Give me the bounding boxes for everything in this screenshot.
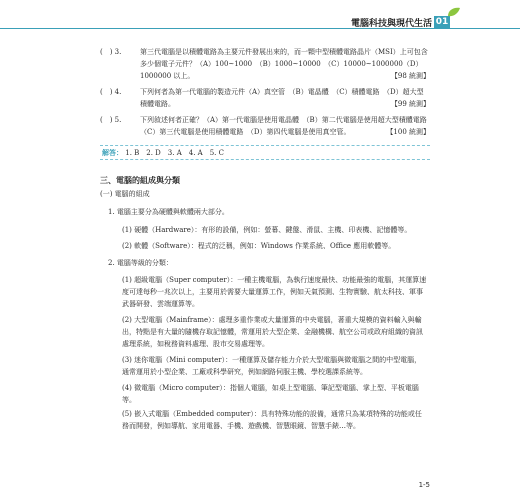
list-item bbox=[122, 314, 428, 350]
chapter-title: 電腦科技與現代生活 bbox=[350, 19, 432, 29]
page-number: 1-5 bbox=[418, 481, 430, 489]
item-number: (1) bbox=[122, 276, 132, 284]
item-number: (4) bbox=[122, 384, 132, 392]
item-text: 微電腦（Micro computer）：指個人電腦，如桌上型電腦、筆記型電腦、掌上型、平板電腦等。 bbox=[122, 384, 419, 404]
question-4 bbox=[100, 86, 430, 110]
question-text: 下列何者為第一代電腦的製造元件（A）真空管 （B）電晶體 （C）積體電路 （D）超大型積體電路。 bbox=[140, 88, 424, 108]
answer-label: 解答： bbox=[102, 148, 123, 157]
item-text: 軟體（Software）：程式的泛稱，例如：Windows 作業系統、Office 應用軟體等。 bbox=[134, 242, 396, 250]
leaf-icon bbox=[446, 6, 462, 18]
question-3 bbox=[100, 46, 430, 82]
item-text: 大型電腦（Mainframe）：處理多重作業或大量運算的中央電腦，著重大規模的資料輸入與輸出，特點是有大量的隨機存取記憶體，常運用於大型企業、金融機構、航空公司或政府組織的資訊處理系統，如稅務資料處理、股市交易處理等。 bbox=[122, 316, 423, 348]
item-number: (2) bbox=[122, 316, 132, 324]
item-text: 電腦等級的分類： bbox=[116, 259, 173, 267]
subsection-title: (一) 電腦的組成 bbox=[100, 190, 150, 198]
item-number: (1) bbox=[122, 226, 132, 234]
question-5 bbox=[100, 114, 434, 138]
list-item bbox=[122, 274, 428, 310]
question-text: 第三代電腦是以積體電路為主要元件發展出來的，而一顆中型積體電路晶片（MSI）上可包含多少個電子元件？（A）100~1000 （B）1000~10000 （C）10000~1000000（D）1000000 以上。 bbox=[140, 48, 428, 80]
item-number: 1. bbox=[108, 208, 115, 216]
item-number: (3) bbox=[122, 356, 132, 364]
section-title: 三、電腦的組成與分類 bbox=[100, 176, 180, 185]
question-source: 【99 統測】 bbox=[390, 100, 430, 108]
item-number: (5) bbox=[122, 410, 132, 418]
list-item bbox=[122, 408, 428, 432]
list-item bbox=[122, 224, 428, 236]
item-text: 嵌入式電腦（Embedded computer）：具有特殊功能的設備，通常只為某項特殊的功能或任務而開發，例如導航、家用電器、手機、遊戲機、智慧眼鏡、智慧手錶…等。 bbox=[122, 410, 422, 430]
item-text: 電腦主要分為硬體與軟體兩大部分。 bbox=[116, 208, 229, 216]
list-item bbox=[122, 382, 428, 406]
question-text: 下列敘述何者正確？（A）第一代電腦是使用電晶體 （B）第二代電腦是使用超大型積體電路 （C）第三代電腦是使用積體電路 （D）第四代電腦是使用真空管。 bbox=[140, 116, 434, 136]
item-number: 2. bbox=[108, 259, 115, 267]
question-source: 【100 統測】 bbox=[386, 128, 430, 136]
list-item bbox=[122, 354, 428, 378]
item-text: 迷你電腦（Mini computer）：一種運算及儲存能力介於大型電腦與微電腦之間的中型電腦，通常運用於小型企業、工廠或科學研究，例如網路伺服主機、學校選課系統等。 bbox=[122, 356, 422, 376]
item-number: (2) bbox=[122, 242, 132, 250]
answer-bar bbox=[100, 145, 430, 160]
question-number: ( ) 5. bbox=[100, 116, 122, 124]
item-text: 超級電腦（Super computer）：一種主機電腦，為執行速度最快、功能最強的電腦，其運算速度可達每秒一兆次以上，主要用於需要大量運算工作，例如天氣預測、生物實驗、航太科技、軍事武器研發、雲端運算等。 bbox=[122, 276, 427, 308]
item-text: 硬體（Hardware）：有形的設備，例如：螢幕、鍵盤、滑鼠、主機、印表機、記憶體等。 bbox=[134, 226, 412, 234]
list-item bbox=[108, 257, 428, 269]
list-item bbox=[108, 206, 428, 218]
question-number: ( ) 3. bbox=[100, 48, 122, 56]
list-item bbox=[122, 240, 428, 252]
question-number: ( ) 4. bbox=[100, 88, 122, 96]
chapter-number-badge: 01 bbox=[435, 17, 449, 27]
answer-text: 1. B 2. D 3. A 4. A 5. C bbox=[125, 149, 224, 157]
question-source: 【98 統測】 bbox=[390, 72, 430, 80]
